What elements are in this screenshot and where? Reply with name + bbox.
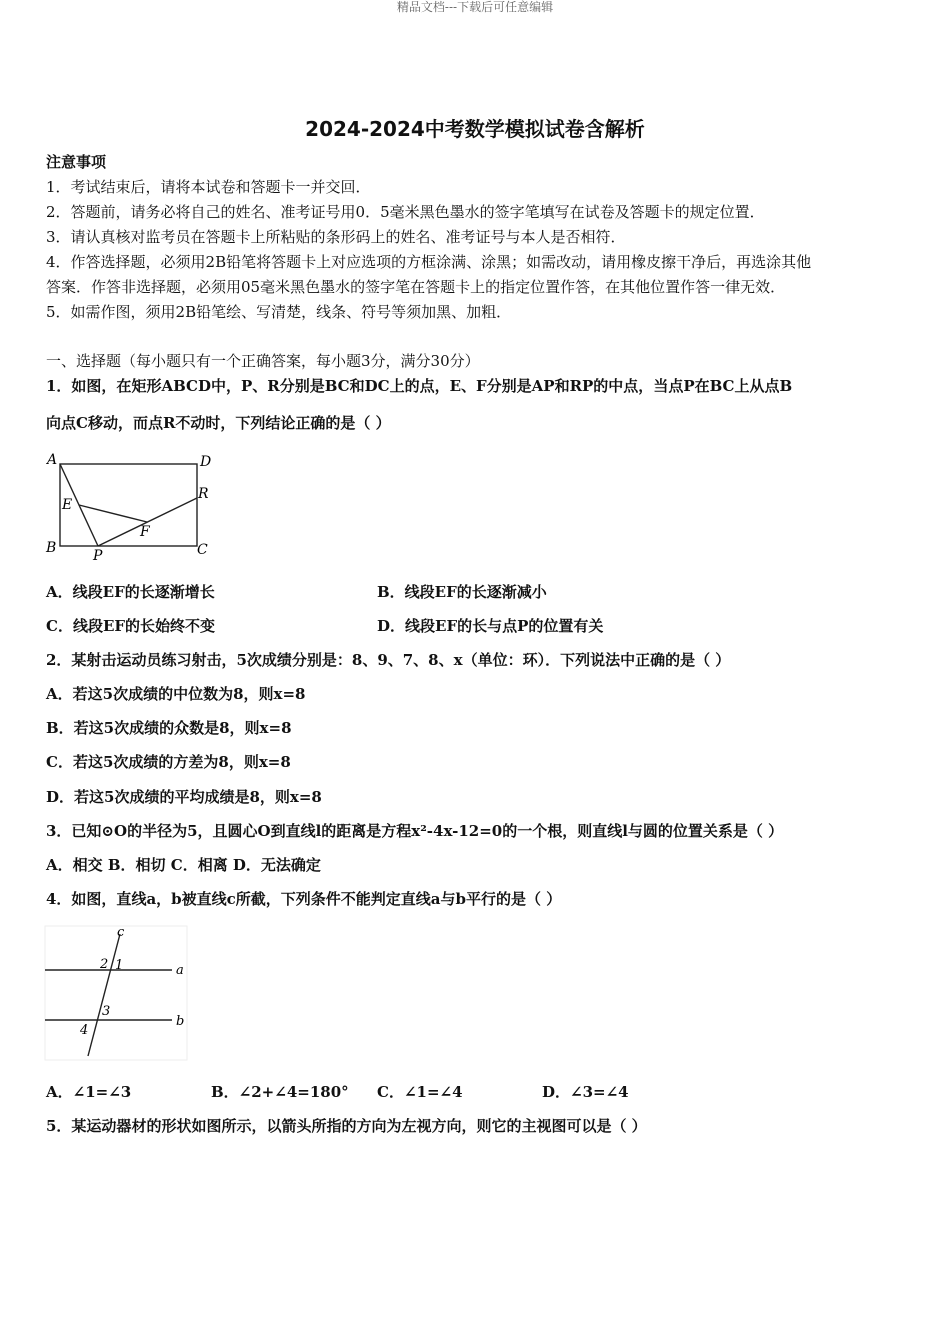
question-3-options[interactable]: A．相交 B．相切 C．相离 D．无法确定: [46, 856, 321, 874]
label-b: B: [46, 540, 57, 556]
segment-ef: [79, 505, 147, 522]
question-1-option-c[interactable]: C．线段EF的长始终不变: [46, 617, 216, 635]
question-1-stem-cont: 向点C移动，而点R不动时，下列结论正确的是（ ）: [46, 414, 391, 432]
question-2-option-c[interactable]: C．若这5次成绩的方差为8，则x=8: [46, 753, 291, 771]
question-4-option-d[interactable]: D．∠3=∠4: [542, 1083, 629, 1101]
label-a: a: [176, 963, 184, 978]
angle-1-label: 1: [115, 958, 124, 973]
notice-item: 2．答题前，请务必将自己的姓名、准考证号用0．5毫米黑色墨水的签字笔填写在试卷及答题卡的规定位置．: [46, 203, 765, 221]
notice-item: 答案．作答非选择题，必须用05毫米黑色墨水的签字笔在答题卡上的指定位置作答，在其他位置作答一律无效．: [46, 278, 786, 296]
notice-item: 3．请认真核对监考员在答题卡上所粘贴的条形码上的姓名、准考证号与本人是否相符．: [46, 228, 626, 246]
question-4-option-a[interactable]: A．∠1=∠3: [46, 1083, 132, 1101]
label-b: b: [176, 1014, 185, 1029]
notice-item: 4．作答选择题，必须用2B铅笔将答题卡上对应选项的方框涂满、涂黑；如需改动，请用橡皮擦干净后，再选涂其他: [46, 253, 812, 271]
label-p: P: [93, 548, 103, 564]
angle-2-label: 2: [100, 957, 109, 972]
page-header: 精品文档---下载后可任意编辑: [396, 0, 554, 14]
question-4-stem: 4．如图，直线a，b被直线c所截，下列条件不能判定直线a与b平行的是（ ）: [46, 890, 562, 908]
question-2-option-b[interactable]: B．若这5次成绩的众数是8，则x=8: [46, 719, 292, 737]
label-d: D: [200, 454, 212, 470]
question-1-figure: [40, 446, 220, 566]
notice-item: 1．考试结束后，请将本试卷和答题卡一并交回．: [46, 178, 371, 196]
question-5-stem: 5．某运动器材的形状如图所示，以箭头所指的方向为左视方向，则它的主视图可以是（ ）: [46, 1117, 647, 1135]
label-a: A: [47, 452, 58, 468]
question-3-stem: 3．已知⊙O的半径为5，且圆心O到直线l的距离是方程x²-4x-12=0的一个根，则直线l与圆的位置关系是（ ）: [46, 822, 784, 840]
label-r: R: [198, 486, 209, 502]
question-1-stem: 1．如图，在矩形ABCD中，P、R分别是BC和DC上的点，E、F分别是AP和RP的中点，当点P在BC上从点B: [46, 377, 793, 395]
question-4-figure: [40, 922, 192, 1062]
label-f: F: [140, 524, 150, 540]
label-c: C: [197, 542, 208, 558]
question-2-option-a[interactable]: A．若这5次成绩的中位数为8，则x=8: [46, 685, 306, 703]
question-1-option-a[interactable]: A．线段EF的长逐渐增长: [46, 583, 215, 601]
angle-3-label: 3: [102, 1004, 111, 1019]
angle-4-label: 4: [80, 1023, 89, 1038]
label-c: c: [117, 925, 125, 940]
notice-item: 5．如需作图，须用2B铅笔绘、写清楚，线条、符号等须加黑、加粗．: [46, 303, 512, 321]
section-heading: 一、选择题（每小题只有一个正确答案，每小题3分，满分30分）: [46, 352, 480, 370]
question-2-stem: 2．某射击运动员练习射击，5次成绩分别是：8、9、7、8、x（单位：环）．下列说法中正确的是（ ）: [46, 651, 731, 669]
question-2-option-d[interactable]: D．若这5次成绩的平均成绩是8，则x=8: [46, 788, 322, 806]
notice-heading: 注意事项: [46, 153, 107, 171]
question-1-option-d[interactable]: D．线段EF的长与点P的位置有关: [377, 617, 604, 635]
label-e: E: [62, 497, 73, 513]
question-1-option-b[interactable]: B．线段EF的长逐渐减小: [377, 583, 547, 601]
page-title: 2024-2024中考数学模拟试卷含解析: [305, 117, 645, 141]
question-4-option-c[interactable]: C．∠1=∠4: [377, 1083, 463, 1101]
question-4-option-b[interactable]: B．∠2+∠4=180°: [211, 1083, 349, 1101]
